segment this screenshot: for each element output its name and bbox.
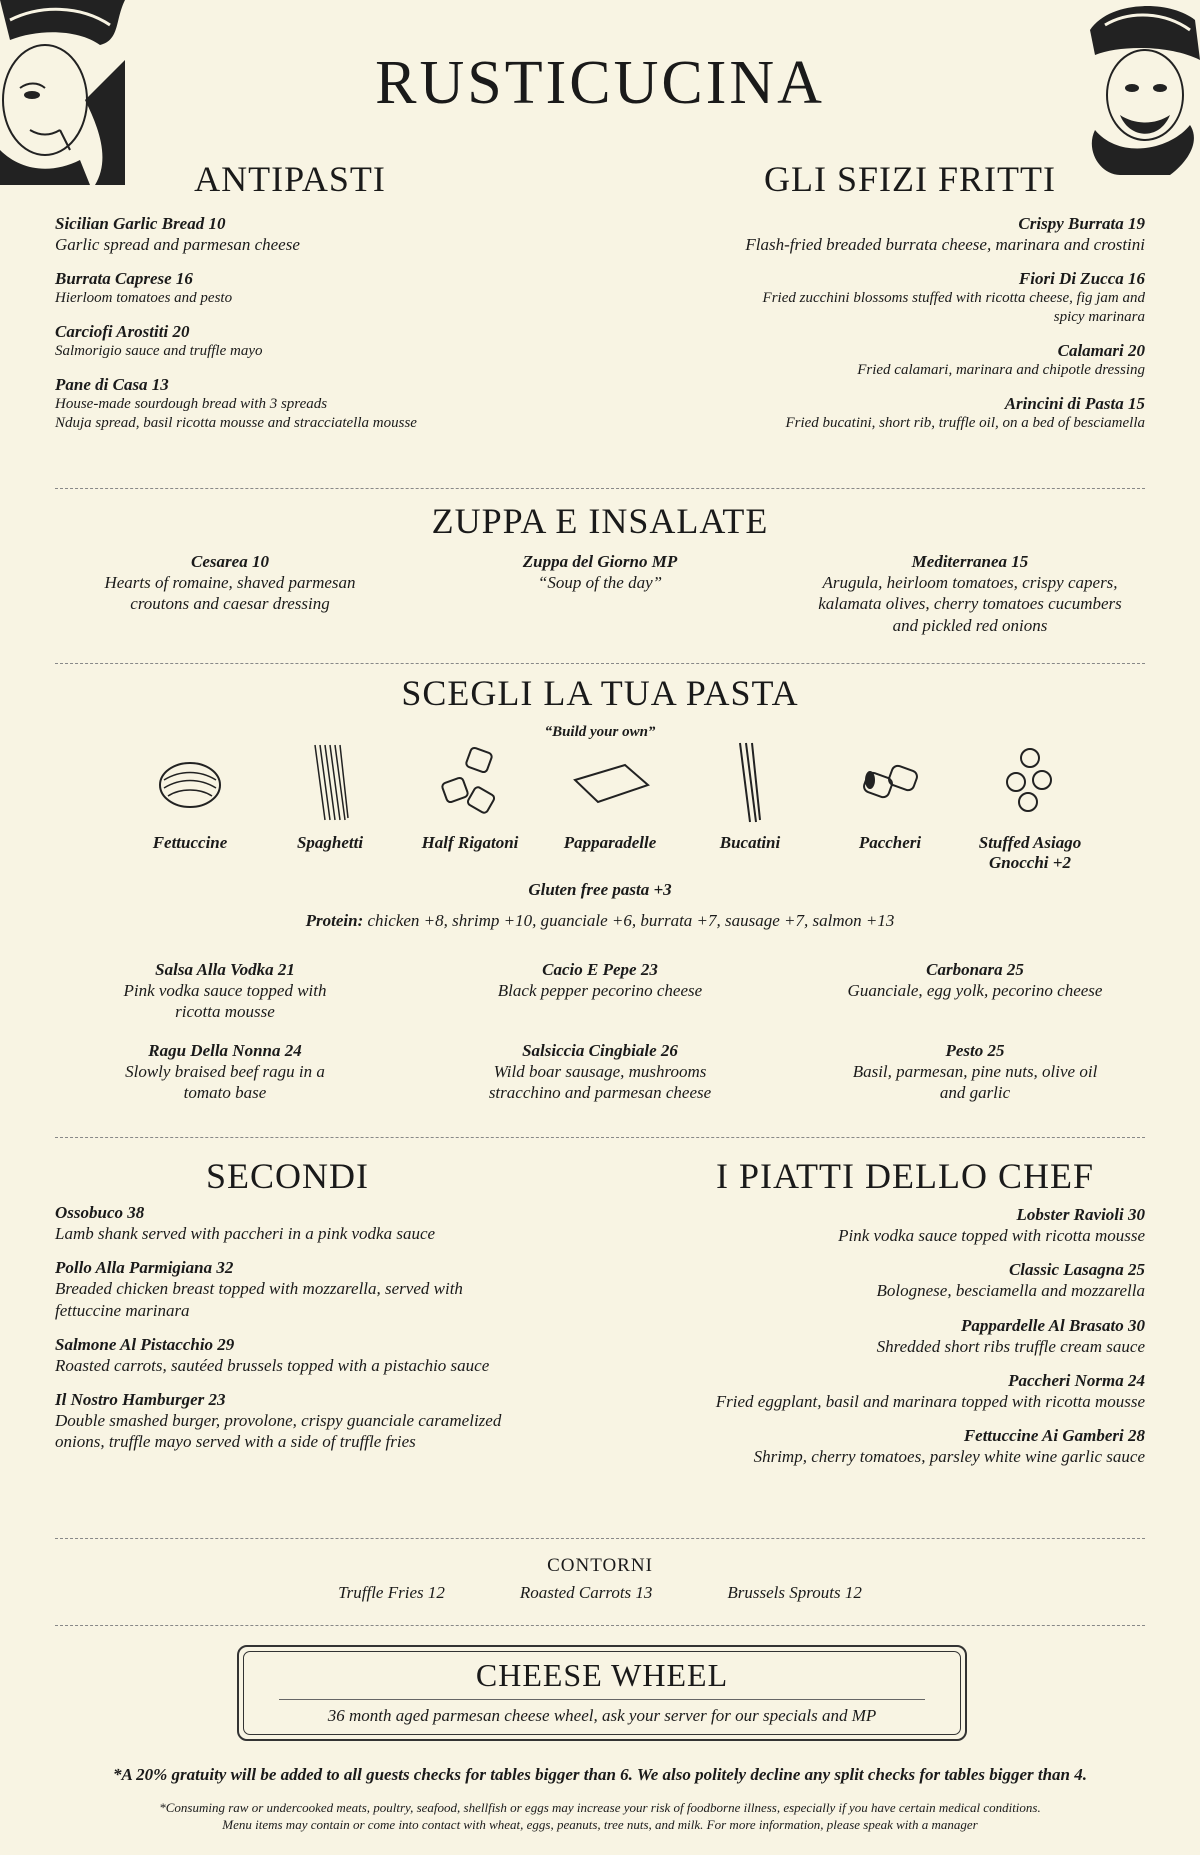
item-name: Paccheri Norma 24 — [1008, 1370, 1145, 1390]
item-desc: Shredded short ribs truffle cream sauce — [876, 1336, 1145, 1356]
item-desc: Fried eggplant, basil and marinara topped with ricotta mousse — [715, 1391, 1145, 1411]
item-name: Lobster Ravioli 30 — [1016, 1205, 1145, 1224]
pasta-shape — [540, 740, 680, 873]
item-desc: Salmorigio sauce and truffle mayo — [55, 343, 263, 359]
pasta-label: Fettuccine — [152, 833, 228, 852]
menu-item — [55, 1390, 615, 1453]
antipasti-list — [55, 214, 575, 446]
menu-item — [55, 1258, 615, 1321]
item-name: Pappardelle Al Brasato 30 — [960, 1315, 1145, 1335]
health-warning — [30, 1800, 1170, 1834]
pasta-dish — [60, 1041, 390, 1104]
menu-item — [600, 1260, 1145, 1301]
item-name: Pane di Casa 13 — [55, 374, 169, 394]
section-divider — [55, 1538, 1145, 1539]
section-divider — [55, 663, 1145, 664]
item-desc: Guanciale, egg yolk, pecorino cheese — [847, 981, 1103, 1000]
item-desc: Wild boar sausage, mushrooms — [493, 1062, 707, 1081]
item-desc: Hierloom tomatoes and pesto — [55, 290, 233, 307]
item-desc: Breaded chicken breast topped with mozzarella, served with — [55, 1279, 463, 1299]
item-desc-2: fettuccine marinara — [55, 1300, 190, 1320]
gratuity-note: *A 20% gratuity will be added to all guests checks for tables bigger than 6. We also politely decline any split checks for tables bigger than 4. — [112, 1765, 1088, 1784]
item-name: Ragu Della Nonna 24 — [148, 1041, 302, 1060]
item-desc-2: croutons and caesar dressing — [130, 594, 330, 614]
item-desc: Hearts of romaine, shaved parmesan — [104, 573, 356, 592]
contorni-item: Roasted Carrots 13 — [519, 1583, 653, 1602]
gluten-free-text: Gluten free pasta +3 — [528, 880, 672, 899]
item-name: Carciofi Arostiti 20 — [55, 322, 190, 341]
pasta-dish — [435, 960, 765, 1001]
item-desc-2: Nduja spread, basil ricotta mousse and stracciatella mousse — [55, 414, 417, 431]
protein-options: chicken +8, shrimp +10, guanciale +6, burrata +7, sausage +7, salmon +13 — [363, 911, 895, 930]
pasta-shape — [260, 740, 400, 873]
menu-item — [55, 1335, 615, 1376]
menu-item — [620, 341, 1145, 380]
menu-item — [55, 214, 575, 255]
menu-item — [600, 1205, 1145, 1246]
item-desc: Bolognese, besciamella and mozzarella — [876, 1281, 1145, 1301]
item-name: Fettuccine Ai Gamberi 28 — [963, 1426, 1145, 1445]
item-desc-2: stracchino and parmesan cheese — [488, 1083, 712, 1103]
fettuccine-icon — [150, 740, 230, 825]
item-desc: Pink vodka sauce topped with ricotta mousse — [838, 1226, 1145, 1245]
pasta-shape — [680, 740, 820, 873]
zuppa-item — [780, 552, 1160, 636]
item-desc-3: and pickled red onions — [892, 615, 1048, 635]
pasta-label: Paccheri — [858, 833, 922, 852]
item-desc: Shrimp, cherry tomatoes, parsley white wine garlic sauce — [753, 1447, 1145, 1466]
pasta-shape — [120, 740, 260, 873]
item-name: Pollo Alla Parmigiana 32 — [55, 1258, 234, 1278]
item-name: Fiori Di Zucca 16 — [1018, 269, 1145, 289]
item-desc: Garlic spread and parmesan cheese — [55, 235, 300, 254]
secondi-title: SECONDI — [205, 1156, 369, 1196]
item-name: Pesto 25 — [945, 1041, 1005, 1060]
pasta-label-extra: Gnocchi +2 — [989, 853, 1071, 872]
pasta-dish — [810, 960, 1140, 1001]
item-desc: Fried calamari, marinara and chipotle dressing — [857, 361, 1145, 378]
menu-item — [620, 269, 1145, 327]
item-name: Burrata Caprese 16 — [55, 269, 193, 289]
item-name: Cacio E Pepe 23 — [542, 960, 658, 979]
papparadelle-icon — [570, 740, 650, 825]
cheese-wheel-box — [237, 1645, 967, 1741]
protein-line — [0, 910, 1200, 931]
spaghetti-icon — [290, 740, 370, 825]
item-desc-2: and garlic — [939, 1083, 1011, 1103]
item-desc: Basil, parmesan, pine nuts, olive oil — [852, 1062, 1098, 1081]
contorni-list — [0, 1582, 1200, 1603]
pasta-label: Half Rigatoni — [421, 833, 519, 852]
item-name: Ossobuco 38 — [55, 1203, 145, 1222]
menu-item — [600, 1371, 1145, 1412]
item-desc: Fried zucchini blossoms stuffed with ricotta cheese, fig jam and — [762, 290, 1145, 307]
item-name: Zuppa del Giorno MP — [522, 552, 678, 571]
item-desc-2: spicy marinara — [1053, 309, 1145, 325]
half-rigatoni-icon — [430, 740, 510, 825]
item-desc: Arugula, heirloom tomatoes, crispy capers, — [822, 573, 1118, 592]
menu-item — [55, 1203, 615, 1244]
menu-item — [55, 375, 575, 433]
pasta-subtitle-text: “Build your own” — [544, 724, 656, 740]
pasta-shape — [820, 740, 960, 873]
cheese-desc: 36 month aged parmesan cheese wheel, ask your server for our specials and MP — [327, 1706, 877, 1725]
menu-item — [55, 269, 575, 308]
item-name: Salsiccia Cingbiale 26 — [522, 1041, 678, 1060]
item-desc: Fried bucatini, short rib, truffle oil, on a bed of besciamella — [785, 414, 1145, 431]
item-name: Crispy Burrata 19 — [1018, 214, 1145, 233]
item-desc: Lamb shank served with paccheri in a pink vodka sauce — [55, 1224, 436, 1243]
pasta-label: Bucatini — [719, 833, 781, 852]
cheese-rule — [279, 1699, 925, 1700]
item-name: Il Nostro Hamburger 23 — [55, 1390, 226, 1409]
item-name: Classic Lasagna 25 — [1008, 1260, 1145, 1280]
health-warning-line2: Menu items may contain or come into contact with wheat, eggs, peanuts, tree nuts, and milk. For more information, please speak with a manager — [222, 1816, 978, 1832]
item-name: Sicilian Garlic Bread 10 — [55, 214, 226, 233]
item-desc-2: kalamata olives, cherry tomatoes cucumbers — [818, 594, 1122, 614]
secondi-list — [55, 1203, 615, 1467]
menu-item — [620, 394, 1145, 433]
item-desc: Black pepper pecorino cheese — [497, 981, 703, 1000]
item-desc: Roasted carrots, sautéed brussels topped with a pistachio sauce — [55, 1355, 490, 1375]
restaurant-name: RUSTICUCINA — [375, 49, 825, 117]
cheese-title: CHEESE WHEEL — [475, 1657, 729, 1693]
item-desc-2: ricotta mousse — [175, 1002, 275, 1022]
pasta-label: Spaghetti — [296, 833, 364, 852]
item-desc: “Soup of the day” — [537, 573, 663, 592]
menu-item — [55, 322, 575, 361]
item-desc: Pink vodka sauce topped with — [123, 981, 327, 1000]
pasta-title: SCEGLI LA TUA PASTA — [401, 673, 799, 713]
zuppa-title: ZUPPA E INSALATE — [431, 501, 769, 541]
item-desc: House-made sourdough bread with 3 spreads — [55, 395, 328, 412]
pasta-shapes — [120, 740, 1100, 873]
pasta-dish — [60, 960, 390, 1023]
section-divider — [55, 488, 1145, 489]
contorni-section — [0, 1555, 1200, 1577]
zuppa-item — [450, 552, 750, 593]
protein-label: Protein: — [305, 911, 364, 930]
item-name: Mediterranea 15 — [911, 552, 1029, 571]
pasta-subtitle — [0, 721, 1200, 741]
item-name: Salmone Al Pistacchio 29 — [55, 1334, 235, 1354]
item-name: Cesarea 10 — [191, 552, 269, 571]
chef-list — [600, 1205, 1145, 1481]
gluten-free-note — [0, 880, 1200, 900]
pasta-shape — [400, 740, 540, 873]
section-divider — [55, 1625, 1145, 1626]
contorni-title: CONTORNI — [547, 1555, 653, 1576]
antipasti-title: ANTIPASTI — [194, 159, 386, 199]
health-warning-line1: *Consuming raw or undercooked meats, poultry, seafood, shellfish or eggs may increase your risk of foodborne illness, especially if you have certain medical conditions. — [159, 1800, 1041, 1815]
item-name: Carbonara 25 — [926, 960, 1024, 979]
fritti-list — [620, 214, 1145, 446]
zuppa-item — [55, 552, 405, 615]
item-desc: Double smashed burger, provolone, crispy guanciale caramelized — [55, 1411, 502, 1430]
menu-item — [600, 1426, 1145, 1467]
item-desc-2: tomato base — [183, 1083, 267, 1103]
item-desc: Slowly braised beef ragu in a — [125, 1062, 325, 1081]
item-desc: Flash-fried breaded burrata cheese, marinara and crostini — [745, 235, 1145, 254]
fritti-title: GLI SFIZI FRITTI — [764, 159, 1056, 199]
paccheri-icon — [850, 740, 930, 825]
pasta-label: Stuffed Asiago — [978, 833, 1082, 852]
item-name: Salsa Alla Vodka 21 — [155, 960, 295, 979]
pasta-shape — [960, 740, 1100, 873]
contorni-item: Brussels Sprouts 12 — [727, 1583, 862, 1602]
bucatini-icon — [710, 740, 790, 825]
section-divider — [55, 1137, 1145, 1138]
chef-title: I PIATTI DELLO CHEF — [716, 1156, 1094, 1196]
pasta-dish — [810, 1041, 1140, 1104]
gnocchi-icon — [990, 740, 1070, 825]
pasta-dish — [435, 1041, 765, 1104]
item-name: Arincini di Pasta 15 — [1004, 393, 1145, 413]
contorni-item: Truffle Fries 12 — [338, 1583, 445, 1602]
item-name: Calamari 20 — [1057, 340, 1145, 360]
item-desc-2: onions, truffle mayo served with a side of truffle fries — [55, 1432, 416, 1452]
menu-item — [600, 1316, 1145, 1357]
menu-item — [620, 214, 1145, 255]
pasta-label: Papparadelle — [563, 833, 657, 852]
